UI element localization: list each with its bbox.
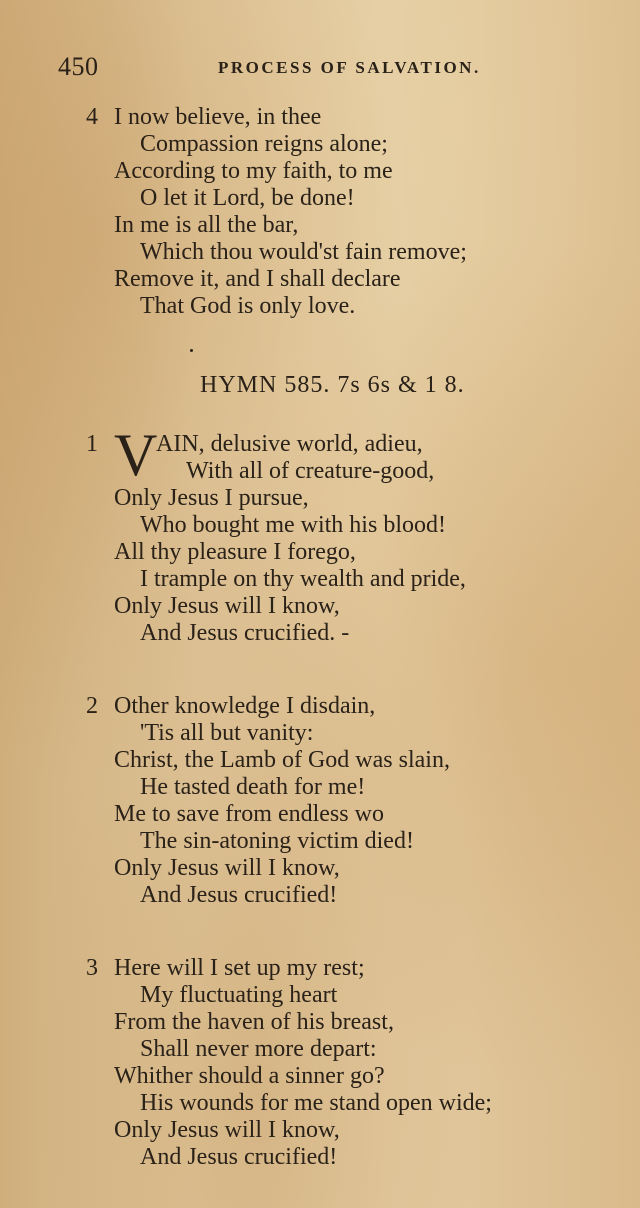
verse-line: And Jesus crucified! [140,882,338,908]
verse-line: Me to save from endless wo [114,801,384,827]
verse-line: Compassion reigns alone; [140,131,388,157]
verse-line: With all of creature-good, [186,458,435,484]
stanza-number: 4 [86,104,98,130]
verse-line: 'Tis all but vanity: [140,720,314,746]
verse-line: His wounds for me stand open wide; [140,1090,492,1116]
verse-line: Only Jesus will I know, [114,1117,340,1143]
verse-line: And Jesus crucified. - [140,620,350,646]
page-header [58,52,528,84]
verse-line: Whither should a sinner go? [114,1063,385,1089]
verse-line: In me is all the bar, [114,212,299,238]
stanza-number: 1 [86,431,98,457]
verse-line: I now believe, in thee [114,104,322,130]
verse-line: O let it Lord, be done! [140,185,355,211]
verse-line: Which thou would'st fain remove; [140,239,467,265]
stanza-number: 2 [86,693,98,719]
verse-line: The sin-atoning victim died! [140,828,414,854]
verse-line: Shall never more depart: [140,1036,377,1062]
verse-line: Other knowledge I disdain, [114,693,376,719]
verse-line: I trample on thy wealth and pride, [140,566,466,592]
verse-line: My fluctuating heart [140,982,338,1008]
verse-line: That God is only love. [140,293,356,319]
verse-line: And Jesus crucified! [140,1144,338,1170]
verse-line: Only Jesus will I know, [114,593,340,619]
verse-line: From the haven of his breast, [114,1009,394,1035]
hymn-title: HYMN 585. 7s 6s & 1 8. [200,372,465,398]
separator-dot [190,349,193,352]
page-number: 450 [58,52,99,81]
verse-line: Christ, the Lamb of God was slain, [114,747,450,773]
verse-line: Who bought me with his blood! [140,512,446,538]
verse-line: Here will I set up my rest; [114,955,365,981]
verse-line: AIN, delusive world, adieu, [156,431,423,457]
verse-line: According to my faith, to me [114,158,393,184]
running-head: PROCESS OF SALVATION. [218,58,481,77]
verse-line: Only Jesus I pursue, [114,485,309,511]
verse-line: He tasted death for me! [140,774,366,800]
stanza-number: 3 [86,955,98,981]
verse-line: Remove it, and I shall declare [114,266,401,292]
verse-line: Only Jesus will I know, [114,855,340,881]
drop-cap: V [114,422,158,488]
verse-line: All thy pleasure I forego, [114,539,356,565]
